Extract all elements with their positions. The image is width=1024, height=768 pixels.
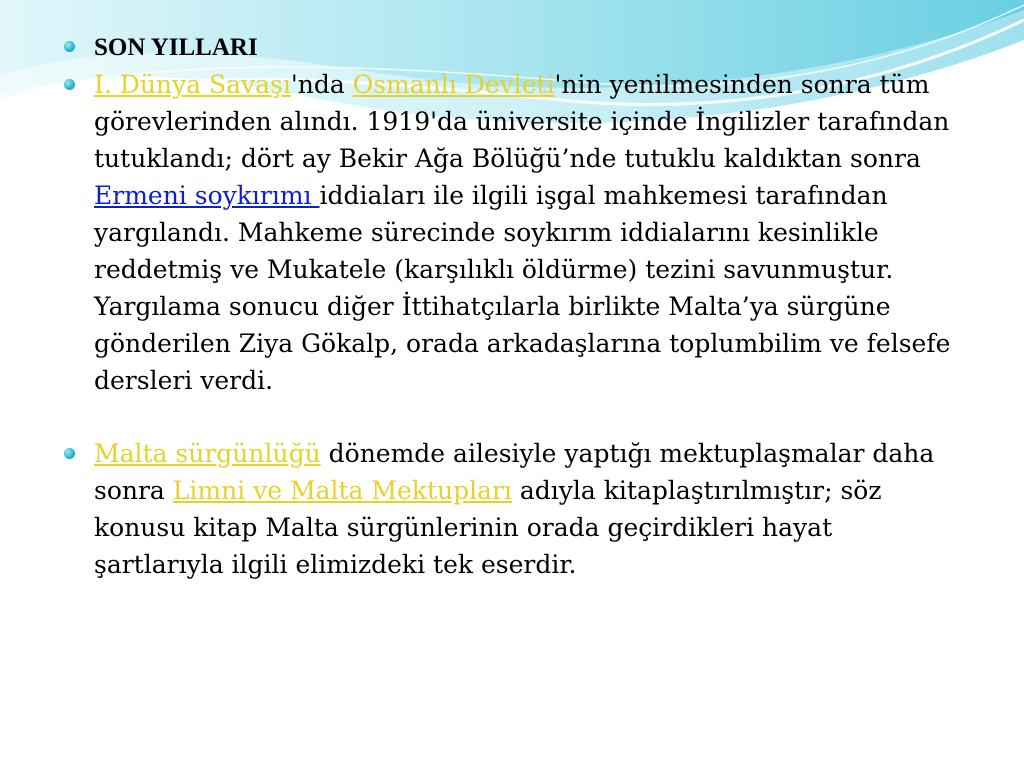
link-armenian-genocide[interactable]: Ermeni soykırımı: [94, 181, 320, 210]
paragraph-text: 'nda: [290, 70, 353, 99]
slide-content: [62, 28, 962, 583]
link-malta-exile[interactable]: Malta sürgünlüğü: [94, 439, 321, 468]
link-ottoman-state[interactable]: Osmanlı Devleti: [352, 70, 555, 99]
paragraph-text: adıyla kitaplaştırılmıştır; söz konusu kitap Malta sürgünlerinin orada geçirdikleri hayat şartlarıyla ilgili elimizdeki tek eserdir.: [94, 476, 882, 579]
paragraph-text: dönemde ailesiyle yaptığı mektuplaşmalar daha sonra: [94, 439, 935, 505]
bullet-heading: [62, 28, 962, 66]
bullet-icon: [64, 448, 75, 459]
bullet-icon: [64, 41, 75, 52]
paragraph-text: 'nin yenilmesinden sonra tüm görevlerinden alındı. 1919'da üniversite içinde İngilizler tarafından tutuklandı; dört ay Bekir Ağa Bölüğü’nde tutuklu kaldıktan sonra: [94, 70, 950, 173]
link-limni-malta-letters[interactable]: Limni ve Malta Mektupları: [172, 476, 512, 505]
section-heading: SON YILLARI: [94, 34, 258, 61]
bullet-icon: [64, 79, 75, 90]
bullet-paragraph-malta: [62, 435, 962, 583]
bullet-paragraph-war: [62, 66, 962, 399]
link-world-war-1[interactable]: I. Dünya Savaşı: [94, 70, 291, 99]
paragraph-text: iddiaları ile ilgili işgal mahkemesi tarafından yargılandı. Mahkeme sürecinde soykırım iddialarını kesinlikle reddetmiş ve Mukatele (karşılıklı öldürme) tezini savunmuştur. Yargılama sonucu diğer İttihatçılarla birlikte Malta’ya sürgüne gönderilen Ziya Gökalp, orada arkadaşlarına toplumbilim ve felsefe dersleri verdi.: [94, 181, 951, 395]
